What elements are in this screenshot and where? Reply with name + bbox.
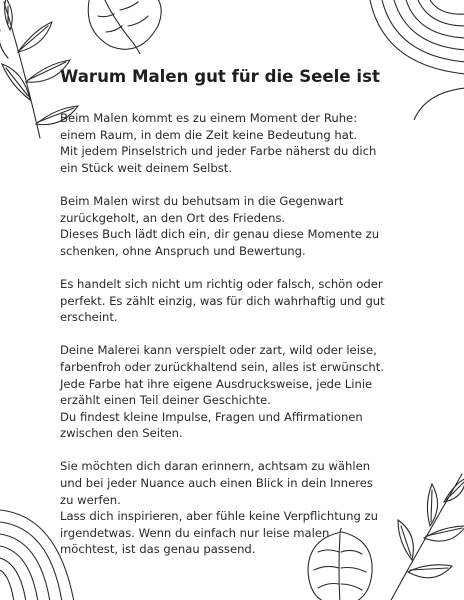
text-line: Dieses Buch lädt dich ein, dir genau diese Momente zu: [60, 227, 380, 242]
paragraph: [60, 193, 420, 259]
page-title: Warum Malen gut für die Seele ist: [60, 67, 380, 86]
paragraph: [60, 458, 420, 558]
text-line: Es handelt sich nicht um richtig oder falsch, schön oder: [60, 276, 383, 291]
paragraph: [60, 110, 420, 176]
text-line: ein Stück weit deinem Selbst.: [60, 160, 232, 175]
text-line: einem Raum, in dem die Zeit keine Bedeutung hat.: [60, 127, 358, 142]
text-line: zwischen den Seiten.: [60, 426, 183, 441]
text-line: Jede Farbe hat ihre eigene Ausdrucksweise, jede Linie: [60, 376, 373, 391]
text-line: perfekt. Es zählt einzig, was für dich wahrhaftig und gut: [60, 293, 385, 308]
curved-lines-icon: [354, 0, 464, 120]
text-line: Deine Malerei kann verspielt oder zart, wild oder leise,: [60, 343, 377, 358]
text-line: schenken, ohne Anspruch und Bewertung.: [60, 243, 306, 258]
text-line: Sie möchten dich daran erinnern, achtsam zu wählen: [60, 459, 371, 474]
text-line: Beim Malen kommt es zu einem Moment der Ruhe:: [60, 111, 358, 125]
text-line: erzählt einen Teil deiner Geschichte.: [60, 393, 271, 408]
text-line: und bei jeder Nuance auch einen Blick in dein Inneres: [60, 476, 373, 491]
body-text: [60, 110, 420, 575]
paragraph: [60, 276, 420, 326]
text-line: zurückgeholt, an den Ort des Friedens.: [60, 210, 286, 225]
leaf-icon: [84, 0, 164, 54]
text-line: farbenfroh oder zurückhaltend sein, alles ist erwünscht.: [60, 359, 385, 374]
paragraph: [60, 342, 420, 442]
text-line: Lass dich inspirieren, aber fühle keine Verpflichtung zu: [60, 509, 378, 524]
text-line: irgendetwas. Wenn du einfach nur leise malen: [60, 525, 330, 540]
text-line: Mit jedem Pinselstrich und jeder Farbe näherst du dich: [60, 144, 377, 159]
text-line: zu werfen.: [60, 492, 121, 507]
text-line: Du findest kleine Impulse, Fragen und Affirmationen: [60, 409, 363, 424]
text-line: erscheint.: [60, 310, 118, 325]
text-line: Beim Malen wirst du behutsam in die Gegenwart: [60, 193, 344, 208]
text-line: möchtest, ist das genau passend.: [60, 542, 256, 557]
